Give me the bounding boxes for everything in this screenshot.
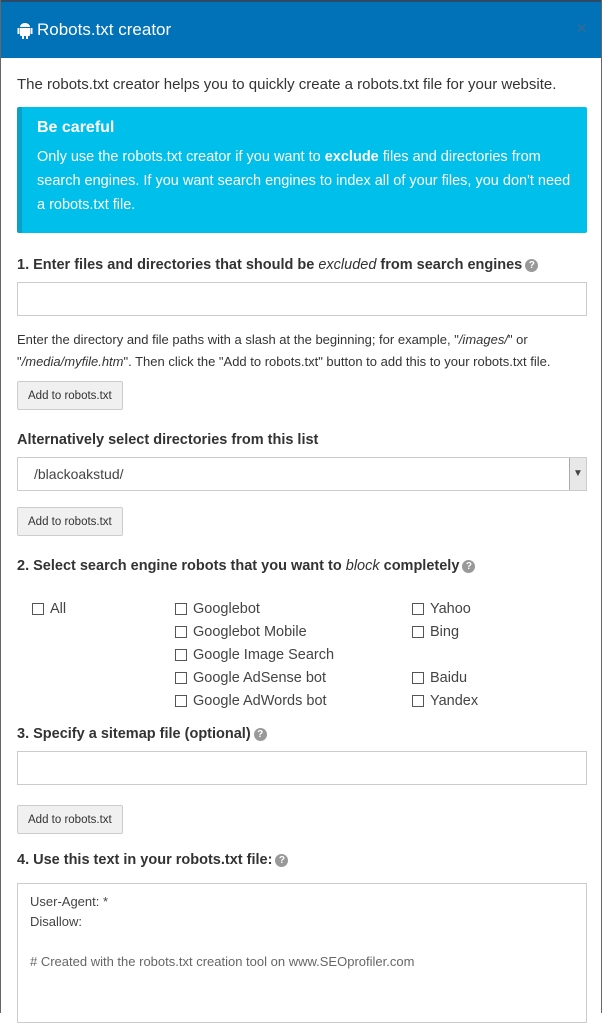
text: Only use the robots.txt creator if you want to	[37, 149, 325, 165]
t: Enter the directory and file paths with a slash at the beginning; for example, "	[17, 332, 459, 347]
help-icon[interactable]: ?	[275, 854, 288, 867]
checkbox-googlebot-mobile[interactable]	[175, 624, 307, 640]
checkbox-all[interactable]	[32, 601, 66, 617]
add-sitemap-button[interactable]: Add to robots.txt	[17, 805, 123, 834]
t: /media/myfile.htm	[21, 354, 124, 369]
step3-heading	[17, 726, 267, 742]
title-text: Robots.txt creator	[37, 20, 172, 39]
modal-header	[1, 0, 601, 58]
checkbox-yahoo[interactable]	[412, 601, 471, 617]
callout-text	[37, 145, 571, 217]
close-button[interactable]: ×	[576, 18, 587, 38]
checkbox-googlebot[interactable]	[175, 601, 260, 617]
t: block	[345, 558, 380, 574]
t: ". Then click the "Add to robots.txt" button to add this to your robots.txt file.	[123, 354, 551, 369]
label: Google AdSense bot	[193, 670, 327, 686]
sitemap-input[interactable]	[17, 751, 587, 785]
selected-value: /blackoakstud/	[34, 466, 124, 482]
t: 4. Use this text in your robots.txt file:	[17, 852, 273, 868]
t: from search engines	[376, 257, 523, 273]
label: Yandex	[430, 693, 479, 709]
checkbox[interactable]	[175, 603, 187, 615]
android-icon	[17, 21, 33, 39]
checkbox[interactable]	[175, 695, 187, 707]
directory-select[interactable]	[17, 457, 587, 491]
chevron-down-icon[interactable]: ▼	[569, 458, 586, 490]
help-icon[interactable]: ?	[525, 259, 538, 272]
step2-heading	[17, 558, 475, 574]
checkbox[interactable]	[32, 603, 44, 615]
alt-heading: Alternatively select directories from this list	[17, 432, 319, 448]
checkbox[interactable]	[412, 603, 424, 615]
exclude-path-input[interactable]	[17, 282, 587, 316]
step1-heading	[17, 257, 538, 273]
label: Google AdWords bot	[193, 693, 327, 709]
t: /images/	[458, 332, 508, 347]
output-line: User-Agent: *	[30, 894, 109, 909]
checkbox-baidu[interactable]	[412, 670, 467, 686]
text-bold: exclude	[324, 149, 379, 165]
intro-text: The robots.txt creator helps you to quickly create a robots.txt file for your website.	[17, 76, 557, 93]
t: 3. Specify a sitemap file (optional)	[17, 726, 251, 742]
help-icon[interactable]: ?	[462, 560, 475, 573]
label: Bing	[430, 624, 460, 640]
checkbox[interactable]	[175, 649, 187, 661]
robots-output-textarea[interactable]	[17, 883, 587, 1023]
checkbox[interactable]	[175, 626, 187, 638]
checkbox-bing[interactable]	[412, 624, 459, 640]
label: Google Image Search	[193, 647, 335, 663]
callout-title: Be careful	[37, 119, 115, 136]
t: 1. Enter files and directories that should be	[17, 257, 319, 273]
checkbox[interactable]	[412, 626, 424, 638]
step4-heading	[17, 852, 288, 868]
checkbox-google-adwords[interactable]	[175, 693, 327, 709]
label: Baidu	[430, 670, 468, 686]
checkbox[interactable]	[175, 672, 187, 684]
text: files and directories from search engines. If you want search engines to index all of your files, you don't need a robots.txt file.	[37, 149, 571, 213]
t: excluded	[318, 257, 377, 273]
checkbox-yandex[interactable]	[412, 693, 478, 709]
step1-help-text	[17, 329, 592, 373]
modal-title	[17, 20, 171, 40]
checkbox-google-image-search[interactable]	[175, 647, 334, 663]
checkbox[interactable]	[412, 672, 424, 684]
label: All	[50, 601, 67, 617]
checkbox-google-adsense[interactable]	[175, 670, 326, 686]
checkbox[interactable]	[412, 695, 424, 707]
add-path-button[interactable]: Add to robots.txt	[17, 381, 123, 410]
label: Googlebot Mobile	[193, 624, 307, 640]
output-comment: # Created with the robots.txt creation tool on www.SEOprofiler.com	[30, 954, 415, 969]
label: Yahoo	[430, 601, 471, 617]
warning-callout	[17, 107, 587, 233]
output-line: Disallow:	[30, 914, 83, 929]
t: completely	[379, 558, 460, 574]
add-directory-button[interactable]: Add to robots.txt	[17, 507, 123, 536]
t: " or "	[17, 332, 528, 369]
help-icon[interactable]: ?	[254, 728, 267, 741]
label: Googlebot	[193, 601, 260, 617]
t: 2. Select search engine robots that you want to	[17, 558, 346, 574]
